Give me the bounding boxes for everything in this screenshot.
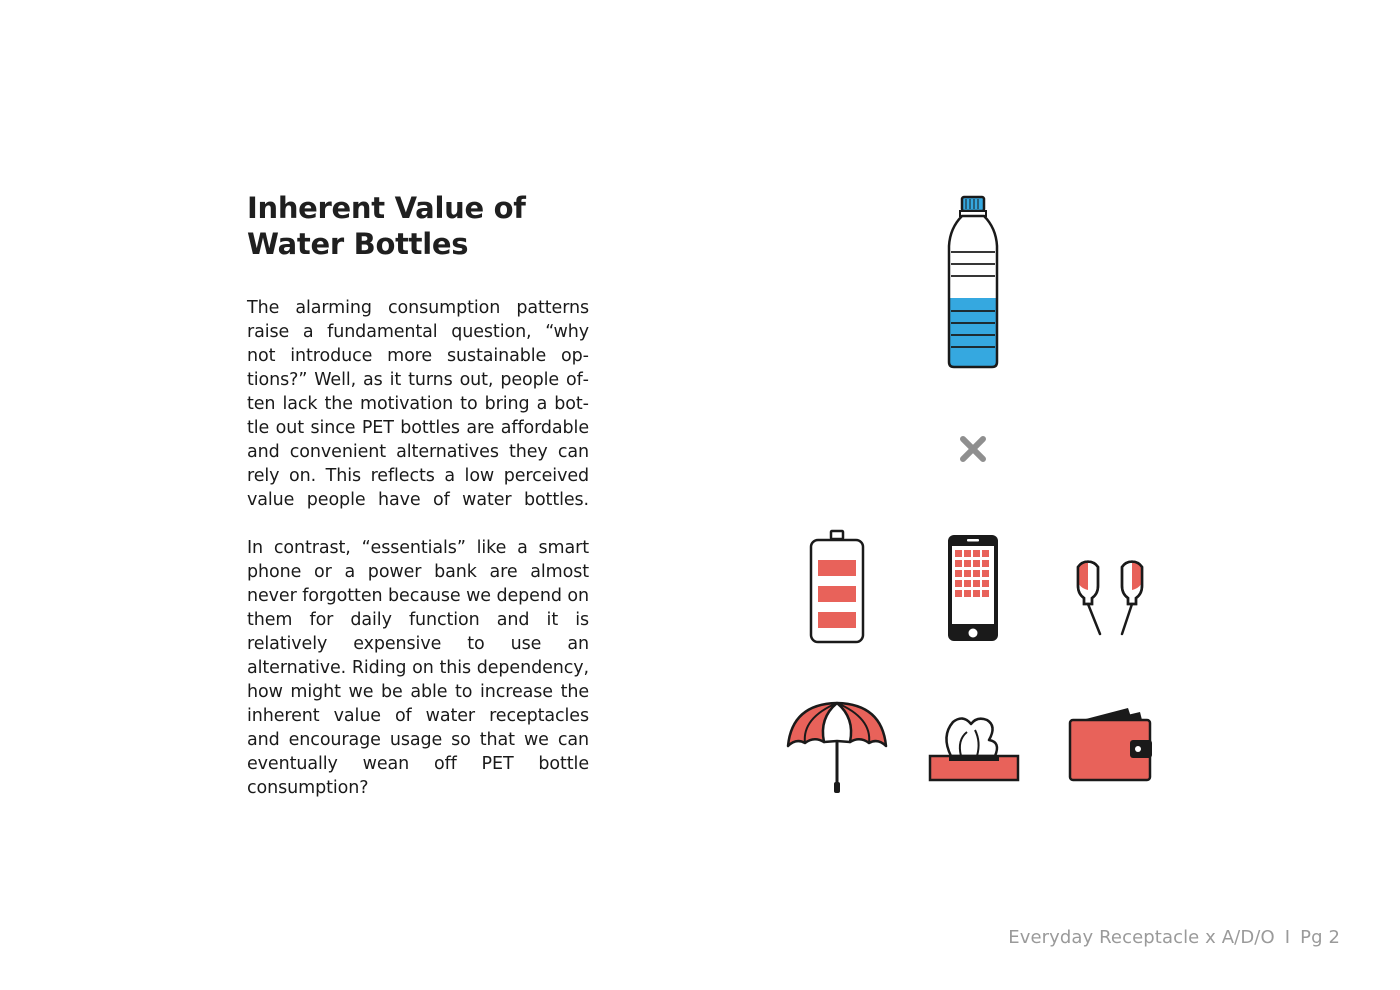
page-footer — [1008, 927, 1340, 948]
wallet-icon — [1066, 702, 1156, 786]
earphones-icon — [1068, 556, 1152, 638]
page-title: Inherent Value of Water Bottles — [247, 191, 526, 261]
footer-page-number: Pg 2 — [1300, 927, 1340, 948]
water-bottle-icon — [942, 194, 1004, 372]
smartphone-icon — [945, 532, 1001, 644]
footer-separator: I — [1284, 927, 1291, 948]
umbrella-icon — [784, 698, 890, 798]
battery-icon — [806, 528, 868, 646]
footer-project: Everyday Receptacle x A/D/O — [1008, 927, 1275, 948]
body-paragraph-2: In contrast, “essentials” like a smart phone or a power bank are almost never forgotten because we depend on them for daily function and it is relatively expensive to use an alternative. Riding on this dependency, how might we be able to increase the inherent value of water receptacles and encourage usage so that we can eventually wean off PET bottle consumption? — [247, 538, 589, 798]
tissue-box-icon — [927, 712, 1021, 784]
cross-icon — [958, 434, 988, 464]
body-paragraph-1: The alarming consumption patterns raise a fundamental question, “why not introduce more sustainable options?” Well, as it turns out, people often lack the motivation to bring a bottle out since PET bottles are affordable and convenient alternatives they can rely on. This reflects a low perceived value people have of water bottles. — [247, 298, 589, 510]
